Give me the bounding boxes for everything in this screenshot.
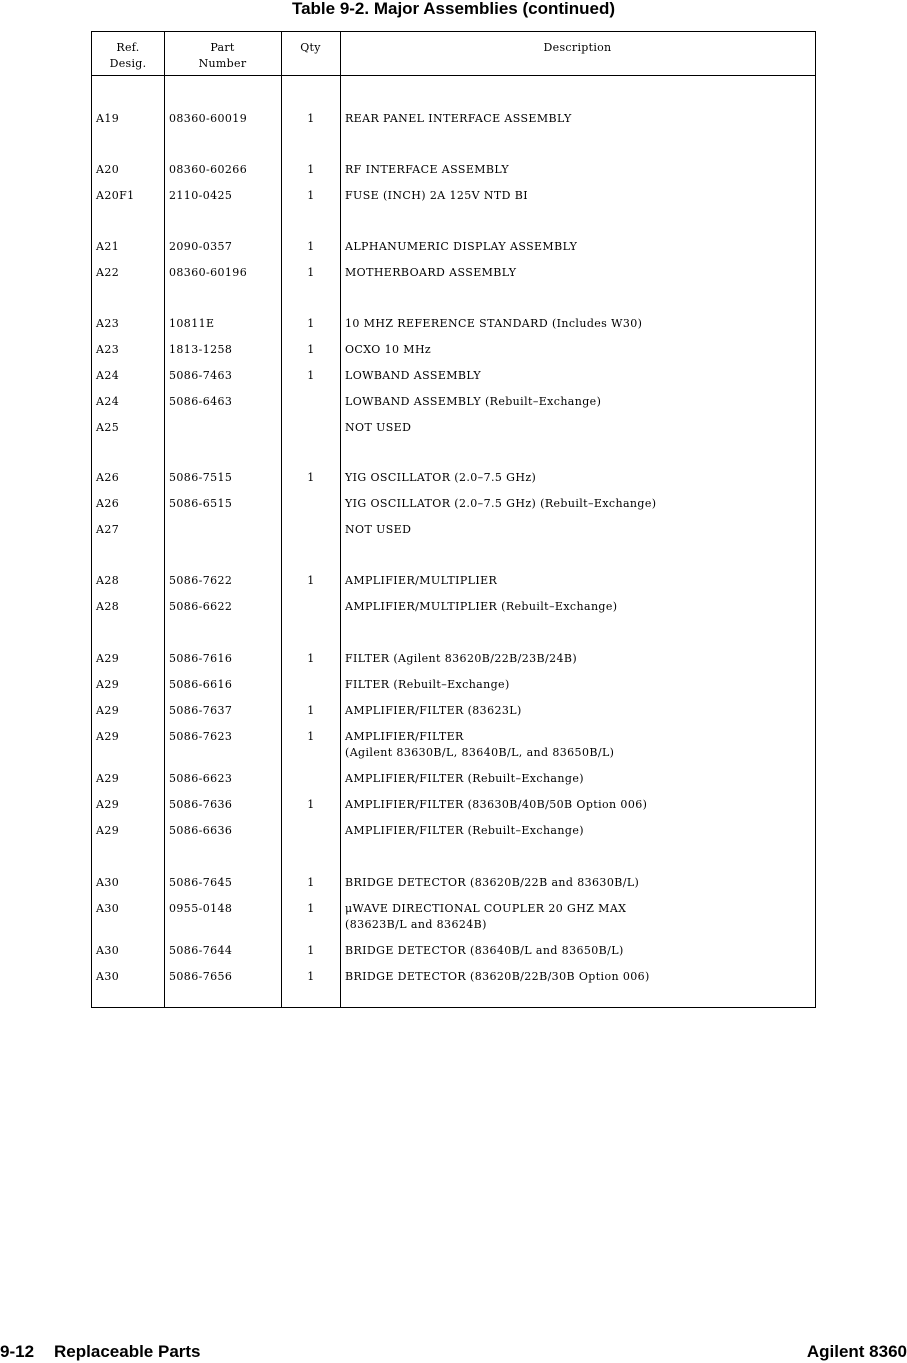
ref-desig-cell: A20F1 <box>96 189 135 202</box>
part-number-cell: 5086-7636 <box>169 798 233 811</box>
ref-desig-cell: A24 <box>96 395 120 408</box>
ref-desig-cell: A29 <box>96 798 120 811</box>
qty-cell: 1 <box>307 730 315 743</box>
part-number-cell: 5086-6622 <box>169 600 233 613</box>
ref-desig-cell: A20 <box>96 163 120 176</box>
ref-desig-cell: A29 <box>96 730 120 743</box>
ref-desig-cell: A25 <box>96 421 120 434</box>
ref-desig-cell: A26 <box>96 497 120 510</box>
description-cell-line2: (83623B/L and 83624B) <box>345 918 487 931</box>
qty-cell: 1 <box>307 876 315 889</box>
header-description: Description <box>543 41 612 54</box>
ref-desig-cell: A22 <box>96 266 120 279</box>
part-number-cell: 5086-6636 <box>169 824 233 837</box>
qty-cell: 1 <box>307 343 315 356</box>
qty-cell: 1 <box>307 189 315 202</box>
qty-cell: 1 <box>307 240 315 253</box>
header-divider <box>92 75 815 76</box>
header-part-line1: Part <box>210 41 235 54</box>
ref-desig-cell: A26 <box>96 471 120 484</box>
description-cell: RF INTERFACE ASSEMBLY <box>345 163 510 176</box>
description-cell: BRIDGE DETECTOR (83620B/22B/30B Option 006) <box>345 970 650 983</box>
description-cell: YIG OSCILLATOR (2.0–7.5 GHz) <box>345 471 537 484</box>
description-cell: FILTER (Agilent 83620B/22B/23B/24B) <box>345 652 578 665</box>
description-cell: LOWBAND ASSEMBLY (Rebuilt–Exchange) <box>345 395 602 408</box>
footer-page-label <box>0 1342 201 1362</box>
header-ref-desig <box>92 40 164 72</box>
part-number-cell: 5086-7623 <box>169 730 233 743</box>
ref-desig-cell: A21 <box>96 240 120 253</box>
qty-cell: 1 <box>307 944 315 957</box>
header-qty: Qty <box>300 41 321 54</box>
header-part-line2: Number <box>198 57 247 70</box>
ref-desig-cell: A28 <box>96 574 120 587</box>
description-cell: AMPLIFIER/MULTIPLIER (Rebuilt–Exchange) <box>345 600 618 613</box>
description-cell: NOT USED <box>345 421 412 434</box>
description-cell: BRIDGE DETECTOR (83620B/22B and 83630B/L) <box>345 876 640 889</box>
description-cell: μWAVE DIRECTIONAL COUPLER 20 GHZ MAX <box>345 902 627 915</box>
description-cell: ALPHANUMERIC DISPLAY ASSEMBLY <box>345 240 578 253</box>
ref-desig-cell: A30 <box>96 876 120 889</box>
description-cell: FILTER (Rebuilt–Exchange) <box>345 678 510 691</box>
description-cell: AMPLIFIER/MULTIPLIER <box>345 574 498 587</box>
ref-desig-cell: A29 <box>96 824 120 837</box>
part-number-cell: 5086-6515 <box>169 497 233 510</box>
ref-desig-cell: A27 <box>96 523 120 536</box>
description-cell: AMPLIFIER/FILTER (83623L) <box>345 704 522 717</box>
header-ref-line1: Ref. <box>116 41 140 54</box>
description-cell: OCXO 10 MHz <box>345 343 432 356</box>
part-number-cell: 10811E <box>169 317 215 330</box>
description-cell: NOT USED <box>345 523 412 536</box>
column-divider <box>340 32 341 1007</box>
footer-product: Agilent 8360 <box>806 1342 907 1361</box>
page-number: 9-12 <box>0 1342 35 1361</box>
description-cell: LOWBAND ASSEMBLY <box>345 369 482 382</box>
part-number-cell: 5086-6623 <box>169 772 233 785</box>
ref-desig-cell: A28 <box>96 600 120 613</box>
part-number-cell: 2090-0357 <box>169 240 233 253</box>
section-name: Replaceable Parts <box>54 1342 201 1361</box>
part-number-cell: 5086-7656 <box>169 970 233 983</box>
part-number-cell: 5086-7637 <box>169 704 233 717</box>
description-cell-line2: (Agilent 83630B/L, 83640B/L, and 83650B/L) <box>345 746 615 759</box>
description-cell: AMPLIFIER/FILTER <box>345 730 464 743</box>
description-cell: AMPLIFIER/FILTER (Rebuilt–Exchange) <box>345 824 584 837</box>
header-ref-line2: Desig. <box>109 57 147 70</box>
description-cell: 10 MHZ REFERENCE STANDARD (Includes W30) <box>345 317 643 330</box>
description-cell: MOTHERBOARD ASSEMBLY <box>345 266 517 279</box>
part-number-cell: 5086-7644 <box>169 944 233 957</box>
part-number-cell: 5086-7622 <box>169 574 233 587</box>
qty-cell: 1 <box>307 471 315 484</box>
ref-desig-cell: A30 <box>96 902 120 915</box>
part-number-cell: 08360-60266 <box>169 163 248 176</box>
ref-desig-cell: A30 <box>96 944 120 957</box>
part-number-cell: 5086-7463 <box>169 369 233 382</box>
qty-cell: 1 <box>307 112 315 125</box>
qty-cell: 1 <box>307 798 315 811</box>
ref-desig-cell: A19 <box>96 112 120 125</box>
part-number-cell: 2110-0425 <box>169 189 233 202</box>
qty-cell: 1 <box>307 902 315 915</box>
description-cell: YIG OSCILLATOR (2.0–7.5 GHz) (Rebuilt–Exchange) <box>345 497 657 510</box>
part-number-cell: 0955-0148 <box>169 902 233 915</box>
qty-cell: 1 <box>307 574 315 587</box>
qty-cell: 1 <box>307 317 315 330</box>
part-number-cell: 08360-60019 <box>169 112 248 125</box>
part-number-cell: 5086-6616 <box>169 678 233 691</box>
ref-desig-cell: A29 <box>96 704 120 717</box>
qty-cell: 1 <box>307 266 315 279</box>
description-cell: AMPLIFIER/FILTER (Rebuilt–Exchange) <box>345 772 584 785</box>
column-divider <box>281 32 282 1007</box>
qty-cell: 1 <box>307 163 315 176</box>
qty-cell: 1 <box>307 369 315 382</box>
part-number-cell: 5086-7645 <box>169 876 233 889</box>
ref-desig-cell: A30 <box>96 970 120 983</box>
header-part-number <box>164 40 281 72</box>
ref-desig-cell: A29 <box>96 772 120 785</box>
ref-desig-cell: A29 <box>96 652 120 665</box>
assemblies-table <box>91 31 816 1008</box>
qty-cell: 1 <box>307 970 315 983</box>
column-divider <box>164 32 165 1007</box>
part-number-cell: 5086-7616 <box>169 652 233 665</box>
part-number-cell: 1813-1258 <box>169 343 233 356</box>
description-cell: REAR PANEL INTERFACE ASSEMBLY <box>345 112 572 125</box>
description-cell: FUSE (INCH) 2A 125V NTD BI <box>345 189 529 202</box>
part-number-cell: 5086-7515 <box>169 471 233 484</box>
ref-desig-cell: A23 <box>96 317 120 330</box>
ref-desig-cell: A24 <box>96 369 120 382</box>
qty-cell: 1 <box>307 704 315 717</box>
description-cell: AMPLIFIER/FILTER (83630B/40B/50B Option 006) <box>345 798 648 811</box>
table-title: Table 9-2. Major Assemblies (continued) <box>291 0 616 18</box>
description-cell: BRIDGE DETECTOR (83640B/L and 83650B/L) <box>345 944 624 957</box>
ref-desig-cell: A23 <box>96 343 120 356</box>
part-number-cell: 08360-60196 <box>169 266 248 279</box>
qty-cell: 1 <box>307 652 315 665</box>
ref-desig-cell: A29 <box>96 678 120 691</box>
part-number-cell: 5086-6463 <box>169 395 233 408</box>
